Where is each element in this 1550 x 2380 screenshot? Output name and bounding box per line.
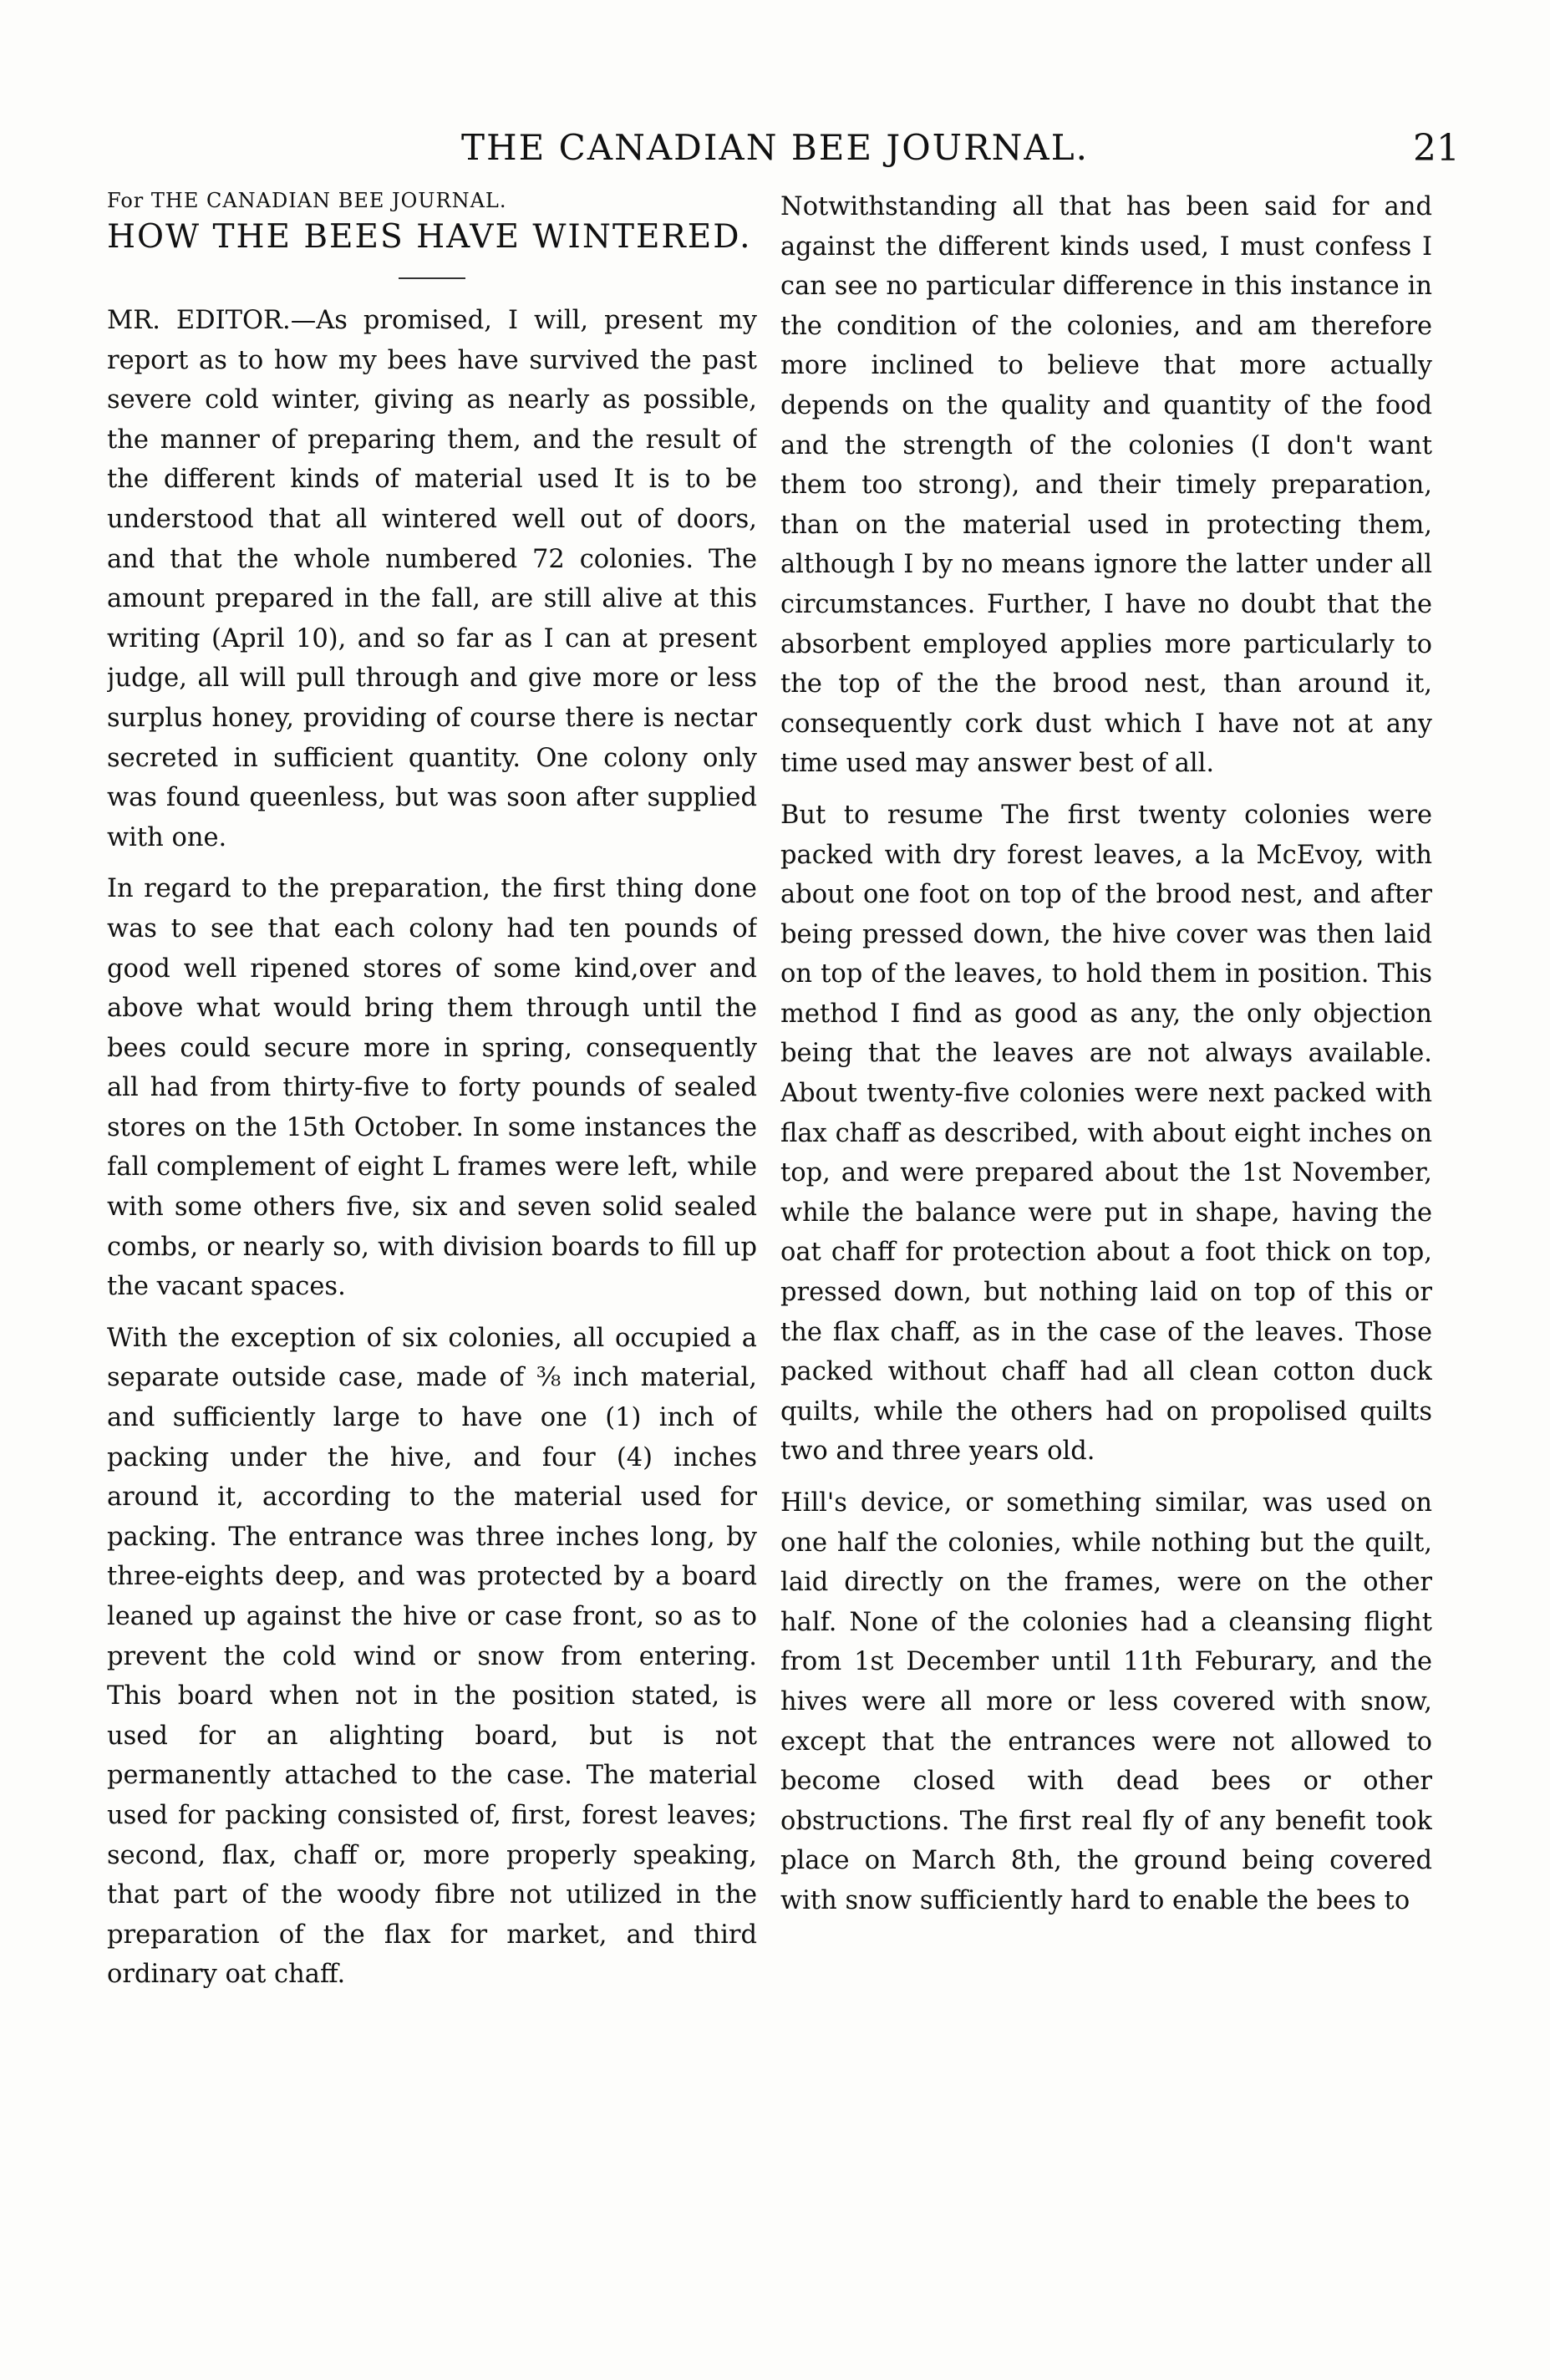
- article-title: HOW THE BEES HAVE WINTERED.: [107, 218, 752, 256]
- article-byline: For THE CANADIAN BEE JOURNAL.: [107, 189, 507, 212]
- article-paragraph-6: Hill's device, or something similar, was used on one half the colonies, while nothing but the quilt, laid directly on the frames, were on the other half. None of the colonies had a cleansing flight from 1st December until 11th Feburary, and the hives were all more or less covered with snow, except that the entrances were not allowed to become closed with dead bees or other obstructions. The first real fly of any benefit took place on March 8th, the ground being covered with snow sufficiently hard to enable the bees to: [780, 1488, 1432, 1915]
- article-paragraph-1: [107, 301, 757, 857]
- running-head: [0, 127, 1550, 177]
- left-column: [107, 186, 757, 2325]
- article-paragraph-5: But to resume The first twenty colonies were packed with dry forest leaves, a la McEvoy, with about one foot on top of the brood nest, and after being pressed down, the hive cover was then laid on top of the leaves, to hold them in position. This method I find as good as any, the only objection being that the leaves are not always available. About twenty-five colonies were next packed with flax chaff as described, with about eight inches on top, and were prepared about the 1st November, while the balance were put in shape, having the oat chaff for protection about a foot thick on top, pressed down, but nothing laid on top of this or the flax chaff, as in the case of the leaves. Those packed without chaff had all clean cotton duck quilts, while the others had on propolised quilts two and three years old.: [780, 800, 1432, 1467]
- article-paragraph-2: In regard to the preparation, the first thing done was to see that each colony had ten pounds of good well ripened stores of some kind,over and above what would bring them through until the bees could secure more in spring, consequently all had from thirty-five to forty pounds of sealed stores on the 15th October. In some instances the fall complement of eight L frames were left, while with some others five, six and seven solid sealed combs, or nearly so, with division boards to fill up the vacant spaces.: [107, 874, 757, 1302]
- article-paragraph-3: With the exception of six colonies, all occupied a separate outside case, made of ⅜ inch material, and sufficiently large to have one (1) inch of packing under the hive, and four (4) inches around it, according to the material used for packing. The entrance was three inches long, by three-eights deep, and was protected by a board leaned up against the hive or case front, so as to prevent the cold wind or snow from entering. This board when not in the position stated, is used for an alighting board, but is not permanently attached to the case. The material used for packing consisted of, first, forest leaves; second, flax, chaff or, more properly speaking, that part of the woody fibre not utilized in the preparation of the flax for market, and third ordinary oat chaff.: [107, 1323, 757, 1990]
- title-rule: [399, 277, 465, 279]
- right-column: [780, 187, 1432, 2327]
- journal-title: THE CANADIAN BEE JOURNAL.: [460, 127, 1090, 168]
- page-number: 21: [1413, 127, 1460, 170]
- paragraph-1-text: —As promised, I will, present my report as to how my bees have survived the past severe cold winter, giving as nearly as possible, the manner of preparing them, and the result of the different kinds of material used It is to be understood that all wintered well out of doors, and that the whole numbered 72 colonies. The amount prepared in the fall, are still alive at this writing (April 10), and so far as I can at present judge, all will pull through and give more or less surplus honey, providing of course there is nectar secreted in sufficient quantity. One colony only was found queenless, but was soon after supplied with one.: [107, 306, 757, 852]
- salutation: MR. EDITOR.: [107, 306, 291, 335]
- article-paragraph-4: Notwithstanding all that has been said for and against the different kinds used, I must confess I can see no particular difference in this instance in the condition of the colonies, and am therefore more inclined to believe that more actually depends on the quality and quantity of the food and the strength of the colonies (I don't want them too strong), and their timely preparation, than on the material used in protecting them, although I by no means ignore the latter under all circumstances. Further, I have no doubt that the absorbent employed applies more particularly to the top of the the brood nest, than around it, consequently cork dust which I have not at any time used may answer best of all.: [780, 192, 1432, 779]
